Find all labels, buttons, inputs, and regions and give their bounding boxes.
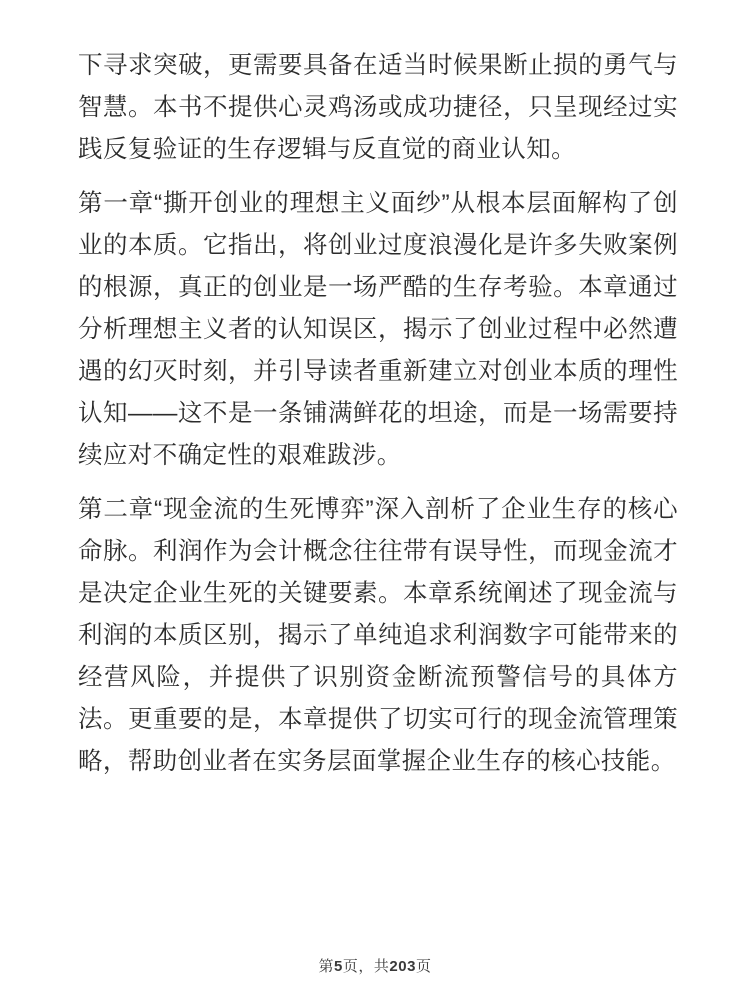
paragraph-3: 第二章“现金流的生死博弈”深入剖析了企业生存的核心命脉。利润作为会计概念往往带有误导性，而现金流才是决定企业生死的关键要素。本章系统阐述了现金流与利润的本质区别，揭示了单纯追求利润数字可能带来的经营风险，并提供了识别资金断流预警信号的具体方法。更重要的是，本章提供了切实可行的现金流管理策略，帮助创业者在实务层面掌握企业生存的核心技能。 [78,496,678,775]
footer-prefix: 第 [318,958,335,975]
page-footer [0,955,750,976]
page-body [78,45,678,783]
paragraph-2: 第一章“撕开创业的理想主义面纱”从根本层面解构了创业的本质。它指出，将创业过度浪漫化是许多失败案例的根源，真正的创业是一场严酷的生存考验。本章通过分析理想主义者的认知误区，揭示了创业过程中必然遭遇的幻灭时刻，并引导读者重新建立对创业本质的理性认知——这不是一条铺满鲜花的坦途，而是一场需要持续应对不确定性的艰难跋涉。 [78,190,678,469]
footer-total-pages: 203 [389,958,416,975]
footer-current-page: 5 [334,958,343,975]
footer-suffix: 页 [415,958,432,975]
paragraph-1: 下寻求突破，更需要具备在适当时候果断止损的勇气与智慧。本书不提供心灵鸡汤或成功捷径，只呈现经过实践反复验证的生存逻辑与反直觉的商业认知。 [78,52,678,163]
footer-middle: 页，共 [342,958,390,975]
